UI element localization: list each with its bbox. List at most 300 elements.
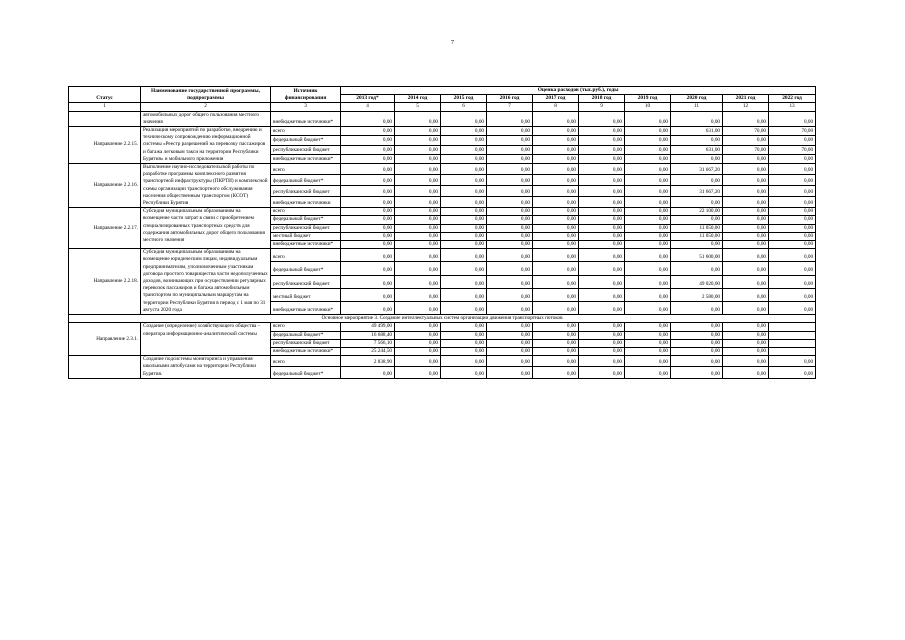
row-value: 0,00 (723, 175, 769, 186)
row-value: 25 244,50 (341, 347, 395, 355)
row-value: 0,00 (441, 241, 487, 249)
row-value: 0,00 (395, 232, 441, 240)
row-value: 0,00 (341, 241, 395, 249)
row-value: 0,00 (625, 208, 671, 216)
table-row (69, 164, 816, 175)
row-value: 0,00 (341, 301, 395, 314)
row-value: 0,00 (441, 339, 487, 347)
header-year: 2022 год (769, 95, 816, 103)
row-value: 0,00 (487, 241, 533, 249)
row-source: внебюджетные источники* (271, 301, 341, 314)
row-value: 0,00 (441, 208, 487, 216)
row-value: 0,00 (441, 347, 487, 355)
header-year: 2015 год (441, 95, 487, 103)
row-value: 0,00 (487, 367, 533, 378)
row-value: 0,00 (441, 175, 487, 186)
budget-table-body (69, 111, 816, 378)
row-value: 0,00 (441, 154, 487, 163)
row-name: Реализация мероприятий по разработке, внедрению и техническому сопровождению информационной системы «Реестр разрешений на перевозку пассажиров и багажа легковым такси на территории Республики Бурятия» и мобильного приложения (141, 127, 271, 164)
row-value: 0,00 (579, 323, 625, 331)
row-name: Выполнение научно-исследовательской работы по разработке программы комплексного развития транспортной инфраструктуры (ПКРТИ) и комплексной схемы организации транспортного обслуживания населения общественным транспортом (КСОТ) Республики Бурятия (141, 164, 271, 208)
column-number: 8 (533, 103, 579, 111)
row-value: 0,00 (769, 154, 816, 163)
row-value: 11 050,00 (671, 232, 723, 240)
row-value: 0,00 (671, 323, 723, 331)
row-name: автомобильных дорог общего пользования местного значения (141, 111, 271, 126)
row-value: 0,00 (769, 111, 816, 126)
row-value: 0,00 (769, 216, 816, 224)
row-value: 0,00 (395, 356, 441, 367)
row-value: 31 667,20 (671, 164, 723, 175)
row-value: 0,00 (769, 367, 816, 378)
row-value: 0,00 (533, 262, 579, 275)
row-value: 0,00 (579, 356, 625, 367)
row-value: 0,00 (671, 197, 723, 208)
row-value: 0,00 (579, 339, 625, 347)
row-value: 0,00 (395, 249, 441, 262)
row-value: 0,00 (395, 197, 441, 208)
row-value: 631,00 (671, 145, 723, 154)
row-value: 0,00 (341, 145, 395, 154)
row-value: 0,00 (487, 208, 533, 216)
column-number: 11 (671, 103, 723, 111)
row-source: всего (271, 356, 341, 367)
row-value: 0,00 (625, 356, 671, 367)
row-value: 0,00 (533, 232, 579, 240)
row-value: 0,00 (441, 356, 487, 367)
row-value: 0,00 (533, 241, 579, 249)
row-status (69, 111, 141, 126)
row-value: 0,00 (579, 175, 625, 186)
row-value: 0,00 (671, 241, 723, 249)
row-value: 0,00 (441, 145, 487, 154)
row-value: 0,00 (625, 367, 671, 378)
row-value: 0,00 (533, 367, 579, 378)
row-source: республиканский бюджет (271, 224, 341, 232)
row-value: 0,00 (579, 249, 625, 262)
row-value: 0,00 (533, 224, 579, 232)
row-value: 0,00 (625, 145, 671, 154)
row-value: 0,00 (395, 347, 441, 355)
row-value (769, 331, 816, 339)
row-value: 0,00 (579, 288, 625, 301)
row-value: 0,00 (579, 127, 625, 136)
row-value: 0,00 (579, 154, 625, 163)
row-value: 0,00 (441, 288, 487, 301)
row-value: 0,00 (769, 164, 816, 175)
row-value: 0,00 (441, 197, 487, 208)
row-value: 0,00 (487, 224, 533, 232)
row-value: 0,00 (533, 164, 579, 175)
row-value: 0,00 (441, 367, 487, 378)
row-value: 0,00 (441, 136, 487, 145)
row-value: 0,00 (487, 301, 533, 314)
column-number: 10 (625, 103, 671, 111)
row-value: 0,00 (341, 111, 395, 126)
row-source: республиканский бюджет (271, 339, 341, 347)
row-source: внебюджетные источники (271, 197, 341, 208)
row-value: 0,00 (769, 249, 816, 262)
header-year: 2019 год (625, 95, 671, 103)
row-value: 0,00 (625, 275, 671, 288)
row-value: 0,00 (395, 127, 441, 136)
row-value: 0,00 (487, 323, 533, 331)
row-value: 0,00 (395, 224, 441, 232)
row-value: 0,00 (723, 111, 769, 126)
row-value: 0,00 (579, 241, 625, 249)
header-year: 2014 год (395, 95, 441, 103)
row-value: 0,00 (579, 301, 625, 314)
row-value: 31 667,20 (671, 186, 723, 197)
row-value: 0,00 (341, 224, 395, 232)
column-number: 4 (341, 103, 395, 111)
row-value: 0,00 (723, 224, 769, 232)
row-value: 0,00 (487, 249, 533, 262)
row-value: 0,00 (769, 197, 816, 208)
row-value: 0,00 (395, 301, 441, 314)
row-value: 0,00 (487, 275, 533, 288)
row-value: 0,00 (625, 154, 671, 163)
row-value: 0,00 (395, 186, 441, 197)
column-number: 2 (141, 103, 271, 111)
row-value: 0,00 (625, 197, 671, 208)
row-value: 0,00 (341, 186, 395, 197)
column-number: 3 (271, 103, 341, 111)
row-value: 0,00 (723, 216, 769, 224)
row-value: 70,00 (769, 127, 816, 136)
row-value: 0,00 (395, 275, 441, 288)
row-value: 0,00 (579, 197, 625, 208)
row-value: 0,00 (487, 288, 533, 301)
row-source: федеральный бюджет* (271, 216, 341, 224)
row-value: 0,00 (533, 175, 579, 186)
row-value: 0,00 (441, 224, 487, 232)
row-value: 0,00 (723, 323, 769, 331)
row-value: 0,00 (441, 323, 487, 331)
row-source: всего (271, 249, 341, 262)
row-value: 22 100,00 (671, 208, 723, 216)
row-value (769, 339, 816, 347)
row-value: 0,00 (441, 262, 487, 275)
row-value: 0,00 (533, 356, 579, 367)
row-value: 0,00 (625, 186, 671, 197)
header-status: Статус (69, 87, 141, 103)
row-value: 0,00 (671, 111, 723, 126)
column-number: 9 (579, 103, 625, 111)
row-value: 0,00 (441, 216, 487, 224)
row-value: 0,00 (533, 347, 579, 355)
column-number: 6 (441, 103, 487, 111)
row-value: 0,00 (533, 208, 579, 216)
row-value: 631,00 (671, 127, 723, 136)
row-name: Создание (определение) хозяйствующего общества – оператора информационно-аналитической системы (141, 323, 271, 356)
table-row (69, 323, 816, 331)
row-source: республиканский бюджет (271, 145, 341, 154)
row-source: федеральный бюджет* (271, 136, 341, 145)
row-value: 11 050,00 (671, 224, 723, 232)
row-value: 0,00 (341, 197, 395, 208)
row-value: 0,00 (671, 356, 723, 367)
row-value: 0,00 (769, 232, 816, 240)
row-value: 0,00 (769, 208, 816, 216)
row-value: 0,00 (769, 224, 816, 232)
column-number: 13 (769, 103, 816, 111)
header-year: 2018 год (579, 95, 625, 103)
row-name: Субсидия муниципальным образованиям на возмещение юридическим лицам, индивидуальным предпринимателям, уполномоченным участникам договора простого товарищества части недополученных доходов, возникающих при осуществлении регулярных перевозок пассажиров и багажа автомобильным транспортом по муниципальным маршрутам на территории Республики Бурятия в период с 1 мая по 31 августа 2020 года (141, 249, 271, 315)
row-value: 0,00 (341, 288, 395, 301)
row-value: 0,00 (341, 175, 395, 186)
row-value: 0,00 (723, 356, 769, 367)
row-name: Создание подсистемы мониторинга и управления школьными автобусами на территории Республики Бурятия. (141, 356, 271, 379)
row-value: 0,00 (769, 356, 816, 367)
row-value: 0,00 (625, 323, 671, 331)
row-value: 0,00 (395, 216, 441, 224)
row-status: Направление 2.2.17. (69, 208, 141, 249)
row-value: 0,00 (625, 175, 671, 186)
header-source: Источник финансирования (271, 87, 341, 103)
row-value: 0,00 (579, 331, 625, 339)
row-value: 0,00 (341, 136, 395, 145)
row-value: 0,00 (579, 224, 625, 232)
row-value: 0,00 (487, 356, 533, 367)
row-source: местный бюджет (271, 288, 341, 301)
row-value: 0,00 (487, 164, 533, 175)
row-value: 0,00 (671, 175, 723, 186)
header-estimate: Оценка расходов (тыс.руб.), годы (341, 87, 816, 95)
row-value: 0,00 (487, 154, 533, 163)
row-value: 0,00 (395, 339, 441, 347)
row-value: 0,00 (533, 301, 579, 314)
row-value: 0,00 (395, 331, 441, 339)
row-value: 70,00 (723, 127, 769, 136)
row-value: 0,00 (395, 154, 441, 163)
row-value: 0,00 (441, 164, 487, 175)
row-value: 0,00 (625, 347, 671, 355)
row-value: 0,00 (487, 145, 533, 154)
row-value: 0,00 (533, 249, 579, 262)
row-value: 0,00 (625, 241, 671, 249)
row-value: 0,00 (579, 262, 625, 275)
row-value: 0,00 (723, 241, 769, 249)
row-value: 0,00 (671, 367, 723, 378)
row-value: 0,00 (723, 331, 769, 339)
row-value: 0,00 (625, 249, 671, 262)
row-value: 0,00 (769, 136, 816, 145)
row-value: 0,00 (341, 208, 395, 216)
row-value: 0,00 (769, 186, 816, 197)
row-value: 0,00 (533, 127, 579, 136)
row-value: 16 688,40 (341, 331, 395, 339)
row-source: всего (271, 127, 341, 136)
row-value: 0,00 (723, 154, 769, 163)
row-value: 0,00 (723, 301, 769, 314)
row-value: 0,00 (395, 175, 441, 186)
row-value: 0,00 (395, 111, 441, 126)
row-value: 0,00 (533, 145, 579, 154)
row-value: 0,00 (579, 275, 625, 288)
row-value: 0,00 (487, 232, 533, 240)
row-value: 49 020,00 (671, 275, 723, 288)
row-value: 0,00 (579, 216, 625, 224)
header-column-numbers (69, 103, 816, 111)
row-value: 0,00 (487, 186, 533, 197)
row-value: 2 580,00 (671, 288, 723, 301)
row-value: 0,00 (395, 367, 441, 378)
row-value: 0,00 (341, 249, 395, 262)
row-value: 0,00 (671, 331, 723, 339)
row-value: 0,00 (579, 367, 625, 378)
row-value: 0,00 (625, 216, 671, 224)
header-name: Наименование государственной программы, подпрограммы (141, 87, 271, 103)
row-value: 0,00 (441, 275, 487, 288)
row-value: 0,00 (487, 136, 533, 145)
row-value: 0,00 (487, 127, 533, 136)
row-value: 0,00 (441, 186, 487, 197)
row-source: внебюджетные источники* (271, 154, 341, 163)
header-year: 2021 год (723, 95, 769, 103)
row-value: 0,00 (533, 216, 579, 224)
row-value: 0,00 (487, 262, 533, 275)
row-value: 0,00 (533, 186, 579, 197)
row-value: 0,00 (625, 127, 671, 136)
row-value: 0,00 (487, 339, 533, 347)
row-value: 0,00 (625, 301, 671, 314)
column-number: 12 (723, 103, 769, 111)
row-value (769, 323, 816, 331)
row-status: Направление 2.3.1. (69, 323, 141, 356)
row-value: 0,00 (723, 262, 769, 275)
page-number: 7 (451, 40, 454, 46)
row-value: 0,00 (341, 232, 395, 240)
section-row (69, 315, 816, 323)
row-value: 0,00 (723, 232, 769, 240)
row-value: 0,00 (395, 288, 441, 301)
section-title: Основное мероприятие 3. Создание интеллектуальных систем организации движения транспортных потоков (69, 315, 816, 323)
row-value (769, 347, 816, 355)
row-value: 0,00 (533, 288, 579, 301)
row-status: Направление 2.2.18. (69, 249, 141, 315)
row-value: 0,00 (723, 186, 769, 197)
row-value: 0,00 (579, 136, 625, 145)
row-value: 49 499,00 (341, 323, 395, 331)
row-value: 0,00 (395, 145, 441, 154)
row-value: 0,00 (769, 175, 816, 186)
row-value: 0,00 (625, 111, 671, 126)
header-year: 2017 год (533, 95, 579, 103)
row-value: 0,00 (723, 197, 769, 208)
row-value: 0,00 (395, 262, 441, 275)
row-source: внебюджетные источники* (271, 347, 341, 355)
row-value: 0,00 (579, 145, 625, 154)
row-value: 0,00 (533, 275, 579, 288)
budget-table (68, 86, 816, 379)
row-source: федеральный бюджет* (271, 262, 341, 275)
row-value: 0,00 (395, 164, 441, 175)
table-row (69, 356, 816, 367)
row-value: 0,00 (487, 331, 533, 339)
row-value: 0,00 (671, 301, 723, 314)
row-value: 0,00 (723, 275, 769, 288)
row-value: 0,00 (441, 111, 487, 126)
row-value: 0,00 (769, 241, 816, 249)
row-value: 0,00 (341, 164, 395, 175)
row-value: 0,00 (671, 339, 723, 347)
row-source: всего (271, 164, 341, 175)
table-row (69, 208, 816, 216)
row-value: 70,00 (723, 145, 769, 154)
row-value: 51 600,00 (671, 249, 723, 262)
row-value: 0,00 (441, 249, 487, 262)
row-source: внебюджетные источники* (271, 241, 341, 249)
row-status: Направление 2.2.16. (69, 164, 141, 208)
row-value: 0,00 (625, 136, 671, 145)
table-row (69, 249, 816, 262)
row-value: 0,00 (579, 111, 625, 126)
row-value: 0,00 (671, 262, 723, 275)
row-value: 0,00 (769, 262, 816, 275)
row-value: 0,00 (341, 154, 395, 163)
row-value: 0,00 (441, 232, 487, 240)
row-value: 7 566,10 (341, 339, 395, 347)
row-source: внебюджетные источники* (271, 111, 341, 126)
row-value: 0,00 (625, 164, 671, 175)
row-value: 0,00 (723, 164, 769, 175)
row-value: 0,00 (671, 136, 723, 145)
row-value: 0,00 (625, 331, 671, 339)
row-value: 0,00 (723, 347, 769, 355)
row-value: 0,00 (487, 197, 533, 208)
row-value: 0,00 (533, 111, 579, 126)
row-value: 0,00 (395, 323, 441, 331)
column-number: 5 (395, 103, 441, 111)
row-value: 0,00 (533, 197, 579, 208)
row-value: 0,00 (625, 288, 671, 301)
header-year: 2013 год* (341, 95, 395, 103)
row-status: Направление 2.2.15. (69, 127, 141, 164)
row-value: 0,00 (341, 127, 395, 136)
row-source: республиканский бюджет (271, 186, 341, 197)
row-value: 0,00 (441, 127, 487, 136)
row-value: 0,00 (671, 216, 723, 224)
row-value: 0,00 (341, 262, 395, 275)
row-value: 0,00 (487, 175, 533, 186)
row-value: 0,00 (533, 154, 579, 163)
row-value: 0,00 (441, 331, 487, 339)
row-value: 0,00 (341, 216, 395, 224)
table-row (69, 111, 816, 126)
row-name: Субсидия муниципальным образованиям на возмещение части затрат в связи с приобретением специализированных транспортных средств для содержания автомобильных дорог общего пользования местного значения (141, 208, 271, 249)
header-year: 2016 год (487, 95, 533, 103)
row-source: федеральный бюджет* (271, 367, 341, 378)
row-source: всего (271, 208, 341, 216)
row-value: 0,00 (533, 136, 579, 145)
row-status (69, 356, 141, 379)
row-source: республиканский бюджет (271, 275, 341, 288)
row-value: 0,00 (341, 367, 395, 378)
column-number: 7 (487, 103, 533, 111)
row-value: 0,00 (395, 241, 441, 249)
row-value: 0,00 (769, 288, 816, 301)
row-value: 0,00 (579, 232, 625, 240)
row-value: 0,00 (579, 208, 625, 216)
row-value: 0,00 (579, 186, 625, 197)
row-value: 0,00 (671, 154, 723, 163)
row-value: 0,00 (769, 301, 816, 314)
row-value: 0,00 (625, 232, 671, 240)
row-value: 0,00 (671, 347, 723, 355)
row-value: 0,00 (625, 262, 671, 275)
row-value: 70,00 (769, 145, 816, 154)
